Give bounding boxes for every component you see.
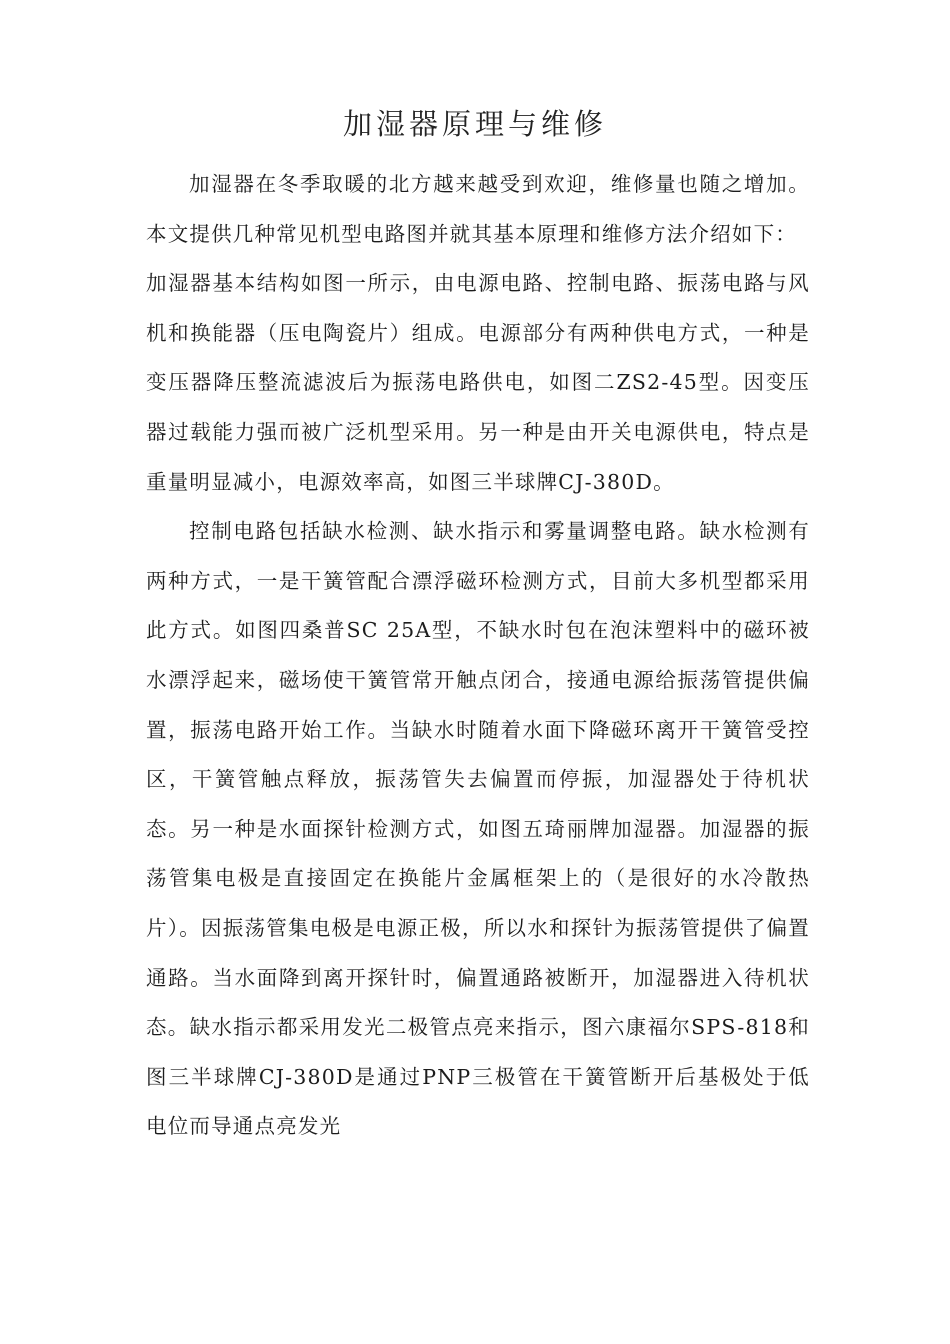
document-title: 加湿器原理与维修 [342,107,607,141]
document-body [146,160,810,1152]
paragraph-control-circuit: 控制电路包括缺水检测、缺水指示和雾量调整电路。缺水检测有两种方式，一是干簧管配合漂浮磁环检测方式，目前大多机型都采用此方式。如图四桑普SC 25A型，不缺水时包在泡沫塑料中的磁环被水漂浮起来，磁场使干簧管常开触点闭合，接通电源给振荡管提供偏置，振荡电路开始工作。当缺水时随着水面下降磁环离开干簧管受控区，干簧管触点释放，振荡管失去偏置而停振，加湿器处于待机状态。另一种是水面探针检测方式，如图五琦丽牌加湿器。加湿器的振荡管集电极是直接固定在换能片金属框架上的（是很好的水冷散热片）。因振荡管集电极是电源正极，所以水和探针为振荡管提供了偏置通路。当水面降到离开探针时，偏置通路被断开，加湿器进入待机状态。缺水指示都采用发光二极管点亮来指示，图六康福尔SPS-818和图三半球牌CJ-380D是通过PNP三极管在干簧管断开后基极处于低电位而导通点亮发光 [146,519,810,1139]
paragraph-intro: 加湿器在冬季取暖的北方越来越受到欢迎，维修量也随之增加。本文提供几种常见机型电路图并就其基本原理和维修方法介绍如下： [146,172,810,246]
paragraph-structure: 加湿器基本结构如图一所示，由电源电路、控制电路、振荡电路与风机和换能器（压电陶瓷片）组成。电源部分有两种供电方式，一种是变压器降压整流滤波后为振荡电路供电，如图二ZS2-45型。因变压器过载能力强而被广泛机型采用。另一种是由开关电源供电，特点是重量明显减小，电源效率高，如图三半球牌CJ-380D。 [146,271,810,494]
